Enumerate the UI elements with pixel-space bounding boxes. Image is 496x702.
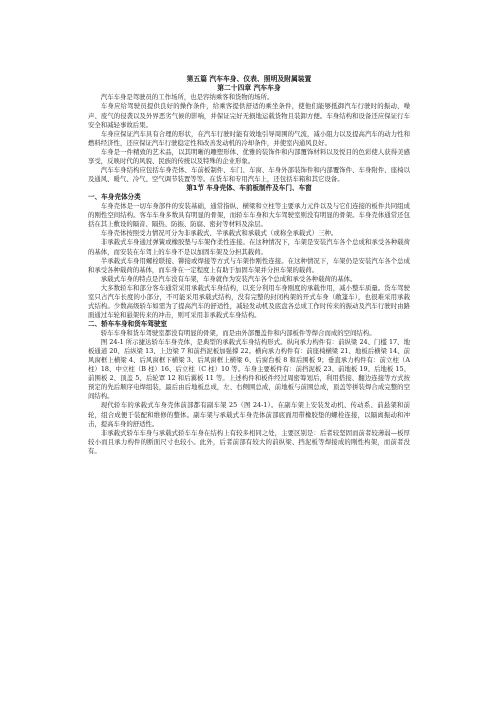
intro-paragraph: 汽车车身是驾驶员的工作场所，也是容纳乘客和货物的场所。 (100, 93, 274, 102)
intro-paragraph: 汽车车身结构应包括车身壳体、车前板制件、车门、车窗、车身外部装饰件和内部覆饰件、车身附件、座椅以及通风、暖气、冷气、空气调节装置等等。在货车和专用汽车上，还包括车箱和其它设备。 (88, 165, 410, 183)
document-body (88, 75, 410, 456)
intro-paragraph: 车身应给驾驶员提供良好的操作条件，给乘客提供舒适的乘坐条件，使他们能够抵御汽车行驶时的振动、噪声、废气的侵袭以及外界恶劣气候的影响，并保证完好无损地运载货物且装卸方便。车身结构和设备还应保证行车安全和减轻事故后果。 (88, 102, 410, 129)
intro-paragraph: 车身应保证汽车具有合理的形状，在汽车行驶时能有效地引导周围的气流，减小阻力以及提高汽车的动力性和燃料经济性，还应保证汽车行驶稳定性和改善发动机的冷却条件，并使室内通风良好。 (88, 129, 410, 147)
chapter-title: 第二十四章 汽车车身 (217, 84, 281, 93)
intro-paragraph: 车身是一件精致的艺术品，以其明晰的雕塑形体、优雅的装饰件和内部覆饰材料以及悦目的色彩使人获得美感享受，反映时代的风貌、民族的传统以及特殊的企业形象。 (88, 147, 410, 165)
body-paragraph: 非承载式轿车车身与承载式轿车车身在结构上有较多相同之处，主要区别是：后者较坚固而前者较薄弱—板厚较小而且承力构件的断面尺寸也较小。此外，后者前部有较大的前纵梁、挡泥板等焊接成的刚性构架，而前者没有。 (88, 428, 410, 455)
subsection-title: 一、车身壳体分类 (88, 193, 141, 202)
body-paragraph: 半承载式车身用螺栓联接、铆接或焊接等方式与车架作刚性连接。在这种情况下，车架仍是安装汽车各个总成和承受各种载荷的基体，而车身在一定程度上有助于加固车架并分担车架的载荷。 (88, 256, 410, 274)
body-paragraph: 轿车车身和货车驾驶室都没有明显的骨架，而是由外部覆盖件和内部板件等焊合而成的空间结构。 (100, 329, 376, 338)
part-title: 第五篇 汽车车身、仪表、照明及附属装置 (186, 75, 312, 83)
section-title: 第1节 车身壳体、车前板制件及车门、车窗 (186, 183, 312, 192)
body-paragraph: 非承载式车身通过弹簧或橡胶垫与车架作柔性连接。在这种情况下，车架是安装汽车各个总成和承受各种载荷的基体，而安装在车驾上的车身不是以加固车架及分担其载荷。 (88, 238, 410, 256)
body-paragraph: 现代轿车的承载式车身壳体前部都有副车架 25（图 24-1）。在副车架上安装发动机、传动系、前悬架和前轮，组合成便于装配和维修的整体。副车架与承载式车身壳体前部底面用带橡胶垫的螺栓连接，以隔离振动和冲击，提高车身的舒适性。 (88, 401, 410, 428)
body-paragraph: 大多数轿车和部分客车通常采用承载式车身结构，以充分利用车身刚度的承载作用，减小整车质量。货车驾驶室只占汽车长度的小部分，不可能采用承载式结构，没有完整的封闭构架的开式车身（敞篷车），也很难采用承载式结构。少数高级轿车如需为了提高汽车的舒适性，减轻发动机及底盘各总成工作时传来的振动及汽车行驶时由路面通过车轮和悬架传来的冲击，则可采用非承载式车身结构。 (88, 283, 410, 319)
body-paragraph: 图 24-1 所示捷达轿车车身壳体，是典型的承载式车身结构形式。纵向承力构件有：前纵梁 24、门槛 17、地板通道 20、后纵梁 13、上边梁 7 和前挡泥板加强撑 22。横向承力构件有：前座椅横梁 21、地板后横梁 14、前风窗框上横梁 4、后风窗框下横梁 3、后风窗框上横梁 6、后窗台板 8 和后围板 9；垂直承力构件有：前立柱（A 柱）18、中立柱（B 柱）16、后立柱（C 柱）10 等。车身主要板件有：前挡泥板 23、前地板 19、后地板 15、前围板 2、顶盖 5、后轮罩 12 和后翼板 11 等。上述构件和板件经过周密筹划后，利用搭接、翻边连接等方式按预定的先后顺序电焊组装，最后由后地板总成，左、右侧围总成，前地板与前围总成，顶盖等拼装焊合成完整的空间结构。 (88, 338, 410, 401)
body-paragraph: 承载式车身的特点是汽车没有车架，车身就作为安装汽车各个总成和承受各种载荷的基体。 (100, 274, 357, 283)
subsection-title: 二、轿车车身和货车驾驶室 (88, 319, 168, 328)
body-paragraph: 车身壳体是一切车身部件的安装基础，通常指纵、横梁和立柱等主要承力元件以及与它们连接的板件共同组成的刚性空间结构。客车车身多数具有明显的骨架，而轿车车身和大车驾驶室则没有明显的骨架。车身壳体通常还包括在其上敷设的隔音、隔热、防振、防腐、密封等材料及涂层。 (88, 202, 410, 229)
body-paragraph: 车身壳体按照受力情况可分为非承载式、半承载式和承载式（或称全承载式）三种。 (100, 229, 338, 238)
